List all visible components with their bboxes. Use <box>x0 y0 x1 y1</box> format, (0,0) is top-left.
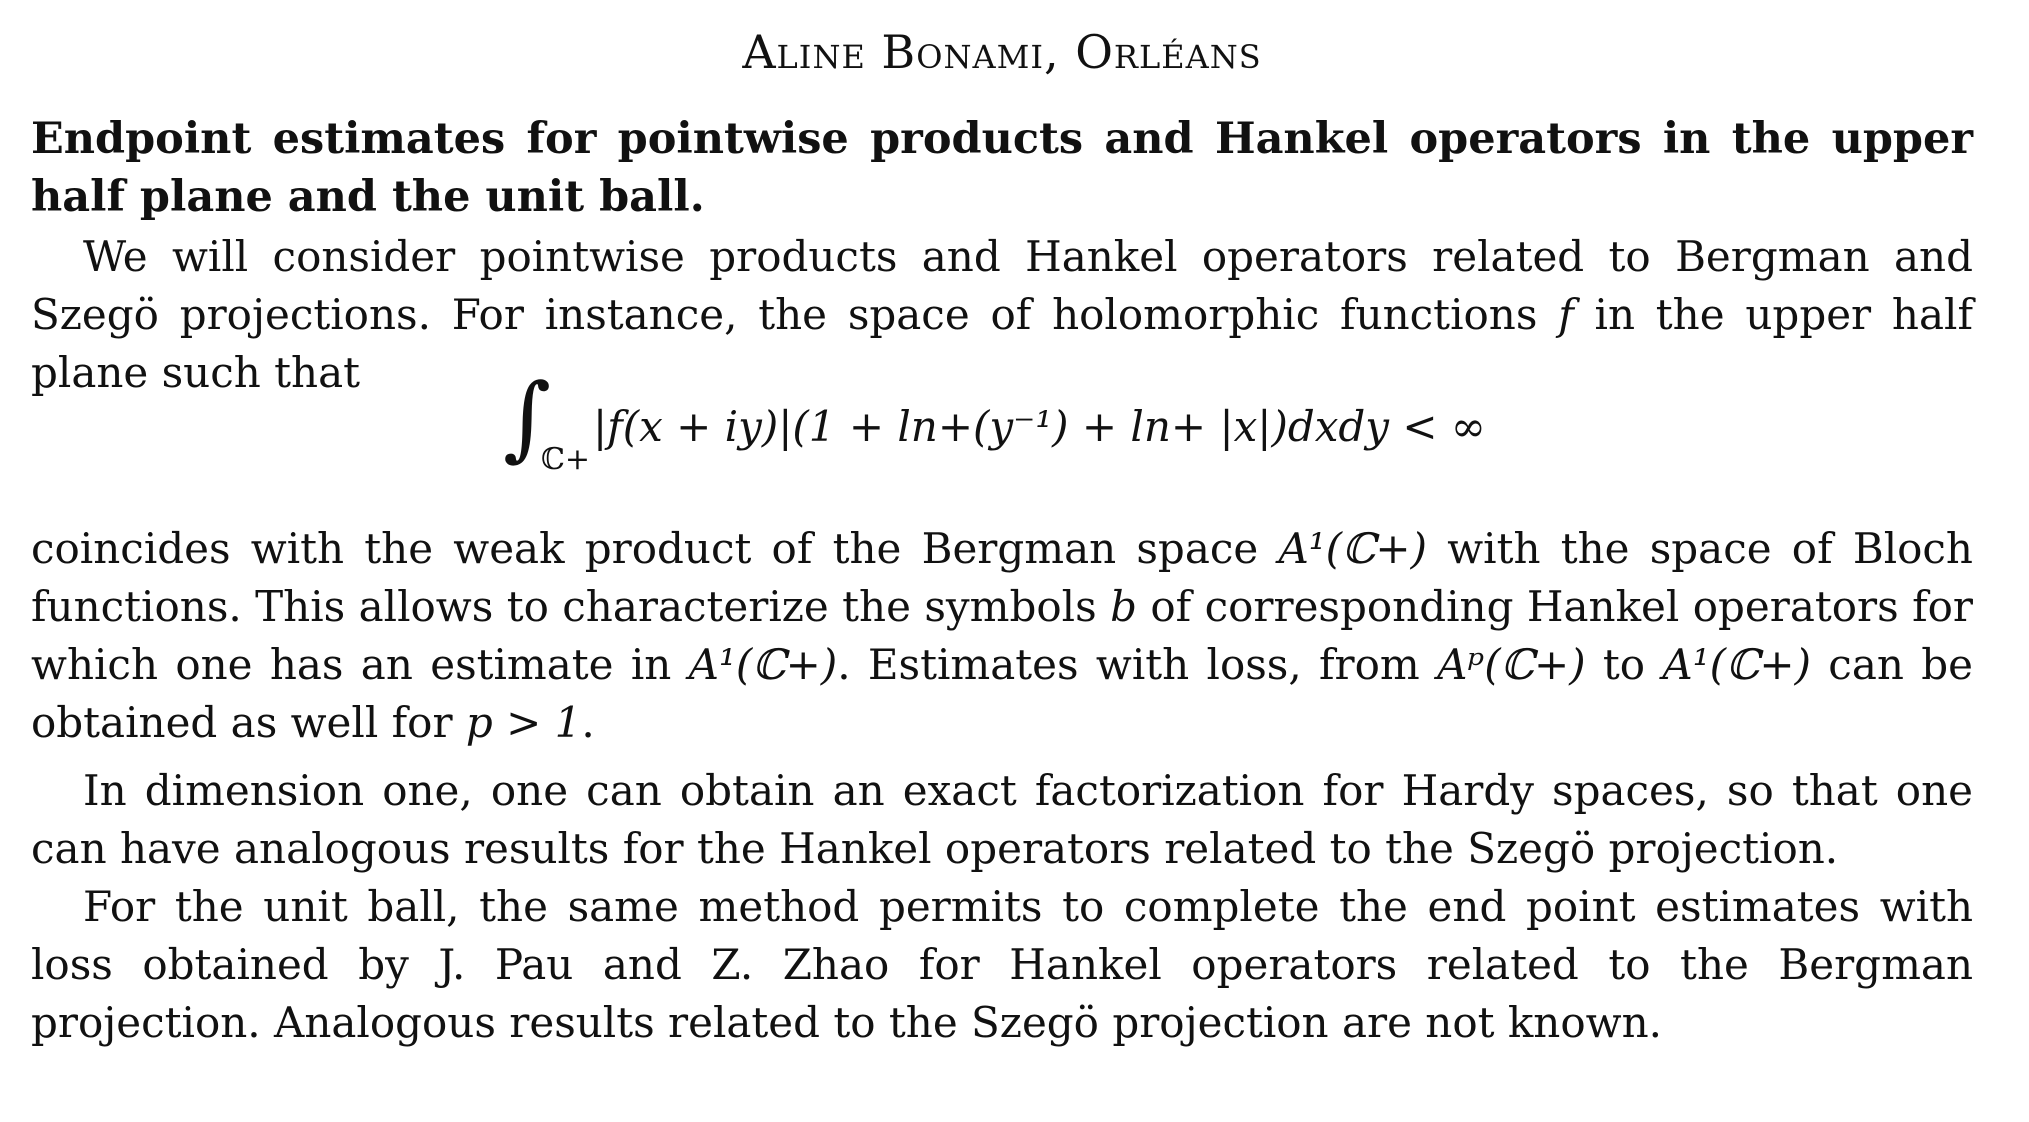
condition-p: p > 1 <box>465 698 582 747</box>
integral-domain: ℂ+ <box>541 442 591 477</box>
paragraph-2-text-d: . Estimates with loss, from <box>837 640 1438 689</box>
author-heading: Aline Bonami, Orléans <box>742 25 1262 79</box>
space-ap: Aᵖ(ℂ+) <box>1437 640 1586 689</box>
paragraph-1 <box>31 228 1973 402</box>
integral-sign: ∫ <box>503 364 551 471</box>
abstract-title: Endpoint estimates for pointwise products and Hankel operators in the upper half plane and the unit ball. <box>31 114 1973 222</box>
paragraph-4: For the unit ball, the same method permits to complete the end point estimates with loss obtained by J. Pau and Z. Zhao for Hankel operators related to the Bergman projection. Analogous results related to the Szegö projection are not known. <box>31 882 1973 1047</box>
space-bergman-a1: A¹(ℂ+) <box>1278 524 1428 573</box>
integrand-expression: |f(x + iy)|(1 + ln+(y⁻¹) + ln+ |x|)dxdy < ∞ <box>593 402 1486 451</box>
paragraph-1-text-a: We will consider pointwise products and Hankel operators related to Bergman and Szegö projections. For instance, the space of holomorphic functions <box>31 232 1973 339</box>
variable-f: f <box>1558 290 1574 339</box>
paragraph-2 <box>31 520 1973 752</box>
paragraph-2-text-e: to <box>1585 640 1663 689</box>
paragraph-2-text-a: coincides with the weak product of the Bergman space <box>31 524 1279 573</box>
space-a1-estimate: A¹(ℂ+) <box>688 640 838 689</box>
paragraph-1-text-b: in the upper half plane such that <box>31 290 1973 397</box>
paragraph-2-text-g: . <box>581 698 595 747</box>
space-a1-target: A¹(ℂ+) <box>1662 640 1811 689</box>
paragraph-2-text-b: with the space of Bloch functions. This allows to characterize the symbols <box>31 524 1973 631</box>
paragraph-2-text-f: can be obtained as well for <box>31 640 1973 747</box>
paragraph-2-text-c: of corresponding Hankel operators for which one has an estimate in <box>31 582 1974 689</box>
paragraph-3: In dimension one, one can obtain an exact factorization for Hardy spaces, so that one can have analogous results for the Hankel operators related to the Szegö projection. <box>31 766 1973 873</box>
variable-b: b <box>1110 582 1137 631</box>
